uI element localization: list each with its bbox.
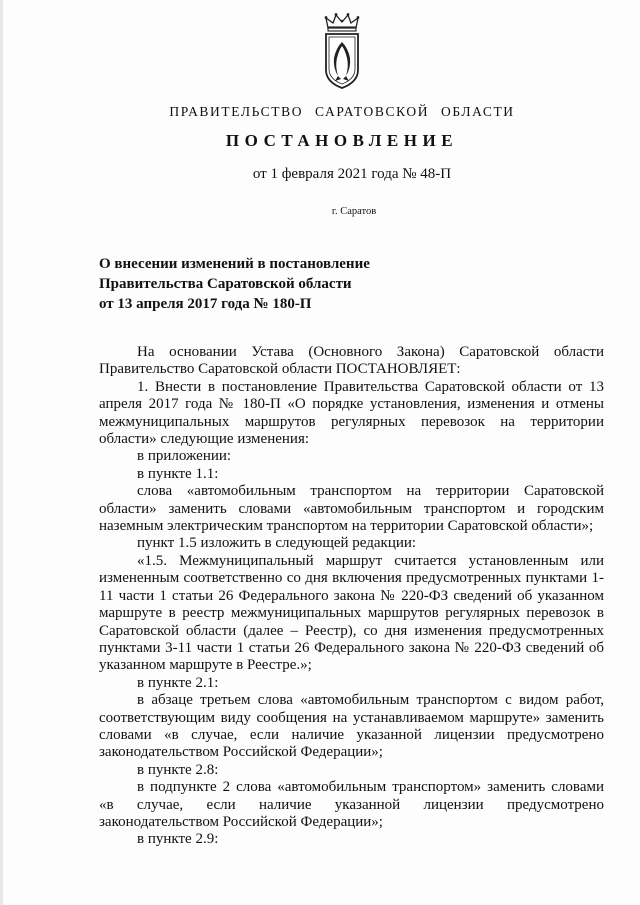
body-paragraph: в приложении: [137, 448, 232, 465]
body-paragraph: в пункте 1.1: [137, 465, 219, 482]
organization-name: ПРАВИТЕЛЬСТВО САРАТОВСКОЙ ОБЛАСТИ [169, 104, 515, 119]
body-paragraph: пункт 1.5 изложить в следующей редакции: [137, 535, 417, 552]
body-paragraph: в абзаце третьем слова «автомобильным транспортом с видом работ, соответствующим виду сообщения на устанавливаемом маршруте» заменить словами «в случае, если наличие указанной лицензии предусмотрено законодательством Российской Федерации»; [99, 692, 604, 761]
subject-line: от 13 апреля 2017 года № 180-П [99, 296, 312, 312]
document-body [99, 344, 604, 849]
body-paragraph: слова «автомобильным транспортом на территории Саратовской области» заменить словами «автомобильным транспортом и городским наземным электрическим транспортом на территории Саратовской области»; [99, 483, 604, 535]
body-paragraph: 1. Внести в постановление Правительства Саратовской области от 13 апреля 2017 года № 180-П «О порядке установления, изменения и отмены межмуниципальных маршрутов регулярных перевозок на территории области» следующие изменения: [99, 378, 604, 448]
document-type-title: ПОСТАНОВЛЕНИЕ [225, 131, 459, 150]
body-paragraph: «1.5. Межмуниципальный маршрут считается установленным или измененным соответственно со дня включения предусмотренных пунктами 1-11 части 1 статьи 26 Федерального закона № 220-ФЗ сведений об указанном маршруте в реестр межмуниципальных маршрутов регулярных перевозок в Саратовской области (далее – Реестр), со дня изменения предусмотренных пунктами 3-11 части 1 статьи 26 Федерального закона № 220-ФЗ сведений об указанном маршруте в Реестре.»; [99, 552, 604, 674]
body-paragraph: в пункте 2.8: [137, 761, 219, 778]
document-subject [99, 254, 370, 314]
saratov-coat-of-arms-icon [322, 12, 362, 90]
body-paragraph: в пункте 2.9: [137, 831, 219, 848]
document-date-number: от 1 февраля 2021 года № 48-П [252, 166, 452, 182]
subject-line: О внесении изменений в постановление [99, 256, 370, 272]
body-paragraph: в подпункте 2 слова «автомобильным транспортом» заменить словами «в случае, если наличие указанной лицензии предусмотрено законодательством Российской Федерации»; [99, 779, 604, 830]
document-city: г. Саратов [331, 206, 377, 217]
subject-line: Правительства Саратовской области [99, 276, 352, 292]
body-paragraph: в пункте 2.1: [137, 674, 219, 691]
body-paragraph: На основании Устава (Основного Закона) Саратовской области Правительство Саратовской области ПОСТАНОВЛЯЕТ: [99, 344, 604, 378]
